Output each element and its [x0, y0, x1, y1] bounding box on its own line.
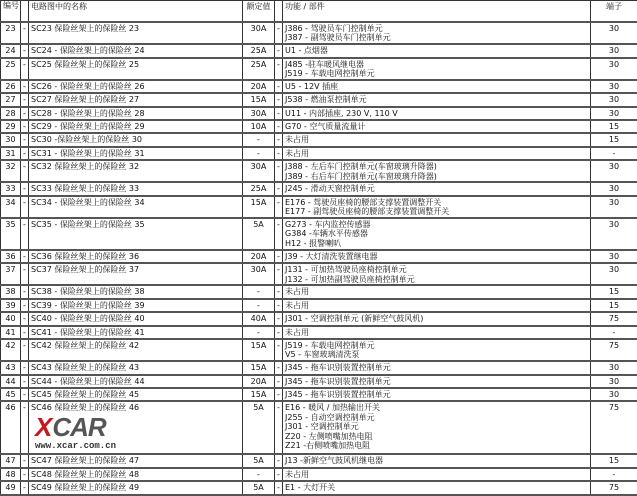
function-line: J345 - 拖车识别装置控制单元 — [285, 390, 588, 399]
terminal: 30 — [591, 182, 637, 195]
function-cell — [283, 375, 591, 388]
row-number: 49 — [1, 481, 21, 494]
function-line: E16 - 暖风 / 加热输出开关 — [285, 403, 588, 412]
terminal: 15 — [591, 120, 637, 133]
function-cell — [283, 481, 591, 494]
terminal: 30 — [591, 44, 637, 57]
rating: 25A — [243, 44, 275, 57]
terminal: 30 — [591, 375, 637, 388]
row-dash: - — [21, 263, 29, 285]
circuit-name: SC45 保险丝架上的保险丝 45 — [29, 388, 243, 401]
circuit-name — [29, 401, 243, 454]
row-dash: - — [275, 120, 283, 133]
table-row — [1, 339, 637, 361]
function-cell — [283, 326, 591, 339]
row-dash: - — [21, 339, 29, 361]
terminal: 30 — [591, 107, 637, 120]
function-cell — [283, 263, 591, 285]
circuit-name: SC28 - 保险丝架上的保险丝 28 — [29, 107, 243, 120]
row-dash: - — [21, 299, 29, 312]
row-dash: - — [275, 401, 283, 454]
function-line: J386 - 驾驶员车门控制单元 — [285, 24, 588, 33]
terminal: 15 — [591, 133, 637, 146]
row-dash: - — [275, 468, 283, 481]
row-dash: - — [275, 107, 283, 120]
row-number: 28 — [1, 107, 21, 120]
row-dash: - — [275, 58, 283, 80]
row-number: 48 — [1, 468, 21, 481]
rating: - — [243, 147, 275, 160]
function-line: G273 - 车内监控传感器 — [285, 220, 588, 229]
row-dash: - — [21, 375, 29, 388]
row-number: 40 — [1, 312, 21, 325]
circuit-name: SC38 - 保险丝架上的保险丝 38 — [29, 285, 243, 298]
table-row — [1, 120, 637, 133]
rating: 10A — [243, 120, 275, 133]
function-cell — [283, 218, 591, 250]
rating: 30A — [243, 22, 275, 44]
circuit-name-wrap — [31, 403, 240, 453]
row-dash: - — [21, 93, 29, 106]
row-number: 38 — [1, 285, 21, 298]
function-line: E1 - 大灯开关 — [285, 483, 588, 492]
circuit-name: SC37 保险丝架上的保险丝 37 — [29, 263, 243, 285]
row-dash: - — [275, 481, 283, 494]
function-line: 未占用 — [285, 301, 588, 310]
function-line: Z21 -右侧喷嘴加热电阻 — [285, 441, 588, 450]
circuit-name: SC43 保险丝架上的保险丝 43 — [29, 361, 243, 374]
circuit-name: SC34 - 保险丝架上的保险丝 34 — [29, 196, 243, 218]
terminal: - — [591, 468, 637, 481]
watermark-logo — [35, 414, 106, 440]
row-dash: - — [275, 182, 283, 195]
circuit-name: SC30 -保险丝架上的保险丝 30 — [29, 133, 243, 146]
circuit-name: SC27 保险丝架上的保险丝 27 — [29, 93, 243, 106]
terminal: 30 — [591, 160, 637, 182]
function-line: U5 - 12V 插座 — [285, 82, 588, 91]
rating: 30A — [243, 160, 275, 182]
function-line: 未占用 — [285, 135, 588, 144]
function-cell — [283, 250, 591, 263]
circuit-name: SC23 保险丝架上的保险丝 23 — [29, 22, 243, 44]
table-row — [1, 58, 637, 80]
circuit-name: SC35 - 保险丝架上的保险丝 35 — [29, 218, 243, 250]
circuit-name-text: SC46 保险丝架上的保险丝 46 — [31, 403, 240, 412]
row-dash: - — [21, 401, 29, 454]
row-number: 32 — [1, 160, 21, 182]
circuit-name: SC24 - 保险丝架上的保险丝 24 — [29, 44, 243, 57]
row-dash: - — [275, 196, 283, 218]
terminal: 15 — [591, 285, 637, 298]
row-dash: - — [21, 196, 29, 218]
function-cell — [283, 147, 591, 160]
row-number: 41 — [1, 326, 21, 339]
function-line: 未占用 — [285, 470, 588, 479]
row-dash: - — [275, 218, 283, 250]
row-dash: - — [21, 182, 29, 195]
table-row — [1, 44, 637, 57]
function-line: J345 - 拖车识别装置控制单元 — [285, 377, 588, 386]
function-cell — [283, 58, 591, 80]
row-dash: - — [275, 312, 283, 325]
row-number: 31 — [1, 147, 21, 160]
function-line: J39 - 大灯清洗装置继电器 — [285, 252, 588, 261]
row-number: 33 — [1, 182, 21, 195]
function-cell — [283, 120, 591, 133]
function-line: V5 - 车窗玻璃清洗泵 — [285, 350, 588, 359]
function-line: J538 - 燃油泵控制单元 — [285, 95, 588, 104]
header-dash2 — [275, 1, 283, 23]
terminal: 15 — [591, 299, 637, 312]
row-number: 23 — [1, 22, 21, 44]
circuit-name: SC48 保险丝架上的保险丝 48 — [29, 468, 243, 481]
row-number: 26 — [1, 80, 21, 93]
row-number: 29 — [1, 120, 21, 133]
rating: 5A — [243, 401, 275, 454]
table-row — [1, 299, 637, 312]
table-row — [1, 147, 637, 160]
table-row — [1, 160, 637, 182]
rating: 5A — [243, 218, 275, 250]
table-row — [1, 107, 637, 120]
terminal: 30 — [591, 196, 637, 218]
row-dash: - — [275, 133, 283, 146]
rating: 25A — [243, 58, 275, 80]
row-dash: - — [21, 388, 29, 401]
row-dash: - — [21, 326, 29, 339]
function-line: J519 - 车载电网控制单元 — [285, 69, 588, 78]
function-cell — [283, 339, 591, 361]
row-dash: - — [275, 339, 283, 361]
table-row — [1, 93, 637, 106]
terminal: 30 — [591, 388, 637, 401]
row-dash: - — [21, 312, 29, 325]
xcar-watermark — [35, 414, 235, 452]
row-dash: - — [21, 44, 29, 57]
row-dash: - — [21, 481, 29, 494]
row-dash: - — [21, 147, 29, 160]
row-dash: - — [21, 468, 29, 481]
rating: 15A — [243, 339, 275, 361]
row-dash: - — [21, 22, 29, 44]
function-line: 未占用 — [285, 328, 588, 337]
function-cell — [283, 160, 591, 182]
header-function: 功能 / 部件 — [283, 1, 591, 23]
table-row — [1, 454, 637, 467]
header-dash — [21, 1, 29, 23]
row-dash: - — [275, 160, 283, 182]
row-number: 25 — [1, 58, 21, 80]
table-row — [1, 375, 637, 388]
circuit-name: SC40 - 保险丝架上的保险丝 40 — [29, 312, 243, 325]
row-dash: - — [275, 299, 283, 312]
circuit-name: SC39 - 保险丝架上的保险丝 39 — [29, 299, 243, 312]
function-line: J389 - 右后车门控制单元(车窗玻璃升降器) — [285, 172, 588, 181]
function-cell — [283, 22, 591, 44]
function-line: J131 - 可加热驾驶员座椅控制单元 — [285, 265, 588, 274]
row-dash: - — [21, 120, 29, 133]
table-row — [1, 133, 637, 146]
function-line: J485 -驻车暖风继电器 — [285, 60, 588, 69]
rating: - — [243, 285, 275, 298]
table-row — [1, 22, 637, 44]
row-number: 30 — [1, 133, 21, 146]
row-number: 47 — [1, 454, 21, 467]
function-cell — [283, 107, 591, 120]
function-line: G384 -车辆水平传感器 — [285, 229, 588, 238]
rating: 20A — [243, 80, 275, 93]
row-dash: - — [21, 218, 29, 250]
function-cell — [283, 182, 591, 195]
rating: 25A — [243, 182, 275, 195]
watermark-logo-x: X — [35, 412, 52, 442]
row-dash: - — [275, 147, 283, 160]
row-dash: - — [275, 285, 283, 298]
rating: 15A — [243, 93, 275, 106]
function-line: U11 - 内部插座, 230 V, 110 V — [285, 109, 588, 118]
row-dash: - — [275, 454, 283, 467]
table-row — [1, 80, 637, 93]
function-cell — [283, 299, 591, 312]
function-line: J301 - 空调控制单元 — [285, 422, 588, 431]
rating: 20A — [243, 375, 275, 388]
header-terminal: 端子 — [591, 1, 637, 23]
function-line: J345 - 拖车识别装置控制单元 — [285, 363, 588, 372]
function-line: G70 - 空气质量流量计 — [285, 122, 588, 131]
row-dash: - — [275, 326, 283, 339]
rating: 15A — [243, 388, 275, 401]
circuit-name: SC25 保险丝架上的保险丝 25 — [29, 58, 243, 80]
row-number: 42 — [1, 339, 21, 361]
header-name: 电路图中的名称 — [29, 1, 243, 23]
watermark-logo-car: CAR — [52, 412, 105, 442]
terminal: 30 — [591, 58, 637, 80]
rating: 30A — [243, 107, 275, 120]
row-dash: - — [275, 361, 283, 374]
circuit-name: SC47 保险丝架上的保险丝 47 — [29, 454, 243, 467]
row-dash: - — [275, 250, 283, 263]
terminal: 30 — [591, 250, 637, 263]
function-cell — [283, 361, 591, 374]
function-line: 未占用 — [285, 149, 588, 158]
row-number: 39 — [1, 299, 21, 312]
terminal: 30 — [591, 80, 637, 93]
row-number: 27 — [1, 93, 21, 106]
table-row — [1, 401, 637, 454]
function-cell — [283, 468, 591, 481]
row-dash: - — [21, 285, 29, 298]
row-dash: - — [21, 454, 29, 467]
function-line: J387 - 副驾驶员车门控制单元 — [285, 33, 588, 42]
row-dash: - — [275, 388, 283, 401]
function-cell — [283, 80, 591, 93]
terminal: 30 — [591, 263, 637, 285]
function-line: J245 - 滑动天窗控制单元 — [285, 184, 588, 193]
terminal: 75 — [591, 339, 637, 361]
table-header — [1, 1, 637, 23]
table-row — [1, 285, 637, 298]
terminal: - — [591, 147, 637, 160]
row-dash: - — [21, 107, 29, 120]
table-row — [1, 263, 637, 285]
circuit-name: SC32 保险丝架上的保险丝 32 — [29, 160, 243, 182]
table-row — [1, 312, 637, 325]
function-cell — [283, 388, 591, 401]
watermark-url: www.xcar.com.cn — [35, 441, 116, 451]
row-dash: - — [275, 44, 283, 57]
terminal: 75 — [591, 401, 637, 454]
terminal: 30 — [591, 361, 637, 374]
row-dash: - — [21, 58, 29, 80]
table-row — [1, 326, 637, 339]
function-cell — [283, 133, 591, 146]
terminal: 75 — [591, 312, 637, 325]
circuit-name: SC42 保险丝架上的保险丝 42 — [29, 339, 243, 361]
row-number: 37 — [1, 263, 21, 285]
rating: 5A — [243, 481, 275, 494]
circuit-name: SC36 保险丝架上的保险丝 36 — [29, 250, 243, 263]
rating: - — [243, 299, 275, 312]
function-cell — [283, 44, 591, 57]
circuit-name: SC49 保险丝架上的保险丝 49 — [29, 481, 243, 494]
function-line: Z20 - 左侧喷嘴加热电阻 — [285, 432, 588, 441]
row-dash: - — [275, 375, 283, 388]
row-dash: - — [21, 250, 29, 263]
terminal: 15 — [591, 454, 637, 467]
row-number: 35 — [1, 218, 21, 250]
row-number: 45 — [1, 388, 21, 401]
function-line: J388 - 左后车门控制单元(车窗玻璃升降器) — [285, 162, 588, 171]
function-line: J519 - 车载电网控制单元 — [285, 341, 588, 350]
rating: - — [243, 326, 275, 339]
table-row — [1, 218, 637, 250]
row-number: 34 — [1, 196, 21, 218]
function-cell — [283, 93, 591, 106]
function-line: J301 - 空调控制单元 (新鲜空气鼓风机) — [285, 314, 588, 323]
row-dash: - — [21, 361, 29, 374]
function-cell — [283, 401, 591, 454]
function-line: U1 - 点烟器 — [285, 46, 588, 55]
table-row — [1, 468, 637, 481]
terminal: - — [591, 326, 637, 339]
row-number: 44 — [1, 375, 21, 388]
circuit-name: SC29 - 保险丝架上的保险丝 29 — [29, 120, 243, 133]
function-cell — [283, 312, 591, 325]
row-number: 24 — [1, 44, 21, 57]
terminal: 75 — [591, 481, 637, 494]
terminal: 30 — [591, 218, 637, 250]
rating: 40A — [243, 312, 275, 325]
table-row — [1, 182, 637, 195]
function-cell — [283, 285, 591, 298]
terminal: 30 — [591, 93, 637, 106]
table-row — [1, 361, 637, 374]
row-number: 36 — [1, 250, 21, 263]
circuit-name: SC33 保险丝架上的保险丝 33 — [29, 182, 243, 195]
row-dash: - — [275, 22, 283, 44]
row-dash: - — [21, 160, 29, 182]
row-dash: - — [275, 80, 283, 93]
rating: - — [243, 133, 275, 146]
row-number: 46 — [1, 401, 21, 454]
row-dash: - — [21, 133, 29, 146]
rating: 15A — [243, 196, 275, 218]
rating: 20A — [243, 250, 275, 263]
circuit-name: SC41 - 保险丝架上的保险丝 41 — [29, 326, 243, 339]
table-row — [1, 481, 637, 494]
row-dash: - — [21, 80, 29, 93]
function-line: J255 - 自动空调控制单元 — [285, 413, 588, 422]
function-line: E176 - 驾驶员座椅的腰部支撑装置调整开关 — [285, 198, 588, 207]
rating: - — [243, 468, 275, 481]
table-row — [1, 196, 637, 218]
function-line: J132 - 可加热副驾驶员座椅控制单元 — [285, 275, 588, 284]
circuit-name: SC31 - 保险丝架上的保险丝 31 — [29, 147, 243, 160]
header-no: 编号 — [1, 1, 21, 23]
row-dash: - — [275, 93, 283, 106]
row-number: 43 — [1, 361, 21, 374]
terminal: 30 — [591, 22, 637, 44]
rating: 5A — [243, 454, 275, 467]
rating: 30A — [243, 263, 275, 285]
row-dash: - — [275, 263, 283, 285]
function-line: H12 - 报警喇叭 — [285, 239, 588, 248]
header-rating: 额定值 — [243, 1, 275, 23]
function-cell — [283, 454, 591, 467]
rating: 15A — [243, 361, 275, 374]
table-row — [1, 388, 637, 401]
circuit-name: SC26 - 保险丝架上的保险丝 26 — [29, 80, 243, 93]
circuit-name: SC44 - 保险丝架上的保险丝 44 — [29, 375, 243, 388]
function-line: J13 -新鲜空气鼓风机继电器 — [285, 456, 588, 465]
function-line: 未占用 — [285, 287, 588, 296]
function-cell — [283, 196, 591, 218]
function-line: E177 - 副驾驶员座椅的腰部支撑装置调整开关 — [285, 207, 588, 216]
table-row — [1, 250, 637, 263]
